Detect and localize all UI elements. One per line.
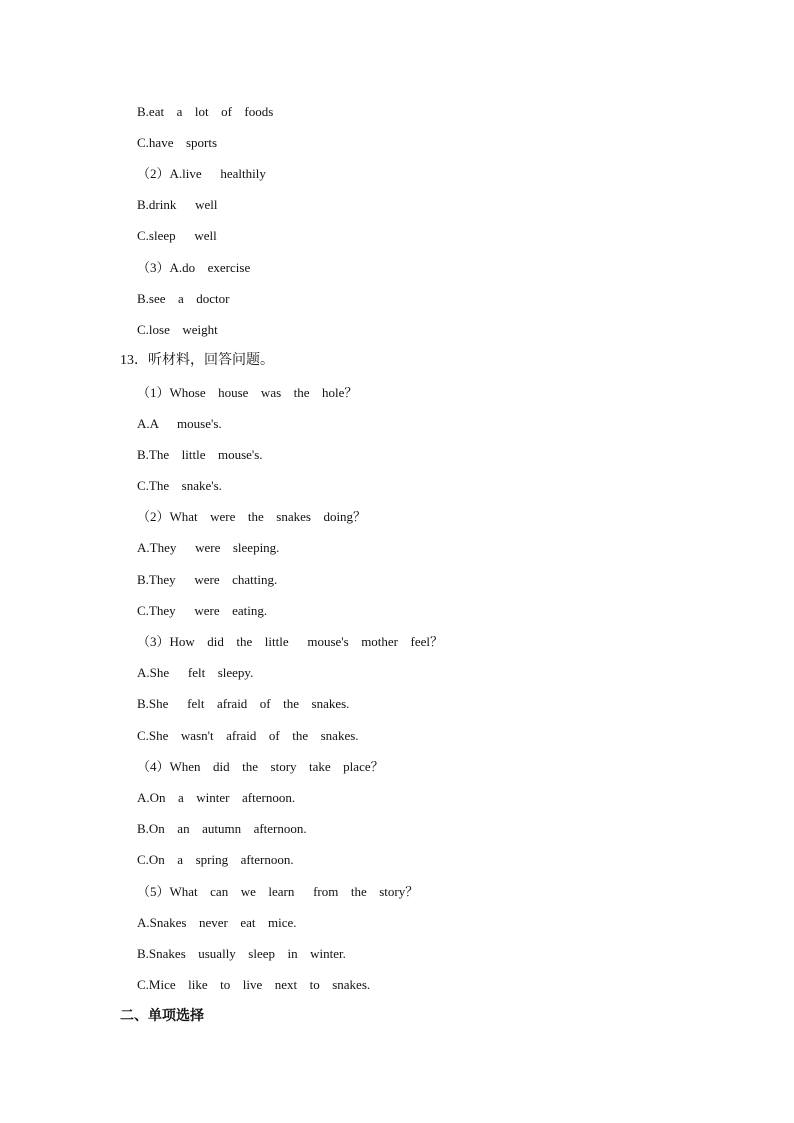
q13-sub4-option-b: B.On an autumn afternoon.	[137, 821, 307, 836]
q13-sub3-option-a: A.She felt sleepy.	[137, 665, 254, 680]
q13-sub3-option-c: C.She wasn't afraid of the snakes.	[137, 728, 359, 743]
q13-sub2-option-a: A.They were sleeping.	[137, 540, 280, 555]
q12-sub2-option-c: C.sleep well	[137, 228, 217, 243]
q13-sub1-option-c: C.The snake's.	[137, 478, 222, 493]
q13-sub2-prompt: （2）What were the snakes doing？	[137, 509, 367, 524]
q13-heading: 13．听材料，回答问题。	[120, 353, 274, 368]
q13-sub1-option-b: B.The little mouse's.	[137, 447, 263, 462]
q13-sub3-option-b: B.She felt afraid of the snakes.	[137, 696, 350, 711]
q13-sub1-prompt: （1）Whose house was the hole？	[137, 385, 358, 400]
q13-sub5-prompt: （5）What can we learn from the story？	[137, 884, 419, 899]
q12-sub2-prompt: （2）A.live healthily	[137, 166, 266, 181]
q13-sub5-option-c: C.Mice like to live next to snakes.	[137, 977, 371, 992]
q12-sub2-option-b: B.drink well	[137, 197, 218, 212]
q12-sub1-option-b: B.eat a lot of foods	[137, 104, 274, 119]
q13-sub5-option-a: A.Snakes never eat mice.	[137, 915, 297, 930]
q12-sub3-option-b: B.see a doctor	[137, 291, 230, 306]
q13-sub2-option-c: C.They were eating.	[137, 603, 268, 618]
q13-sub4-option-a: A.On a winter afternoon.	[137, 790, 296, 805]
q13-sub4-option-c: C.On a spring afternoon.	[137, 852, 294, 867]
q12-sub3-option-c: C.lose weight	[137, 322, 218, 337]
q13-sub5-option-b: B.Snakes usually sleep in winter.	[137, 946, 346, 961]
section-heading-single-choice: 二、单项选择	[120, 1009, 204, 1024]
q13-sub2-option-b: B.They were chatting.	[137, 572, 278, 587]
q13-sub4-prompt: （4）When did the story take place？	[137, 759, 384, 774]
q12-sub1-option-c: C.have sports	[137, 135, 218, 150]
q13-sub3-prompt: （3）How did the little mouse's mother feel？	[137, 634, 443, 649]
q12-sub3-prompt: （3）A.do exercise	[137, 260, 251, 275]
q13-sub1-option-a: A.A mouse's.	[137, 416, 222, 431]
